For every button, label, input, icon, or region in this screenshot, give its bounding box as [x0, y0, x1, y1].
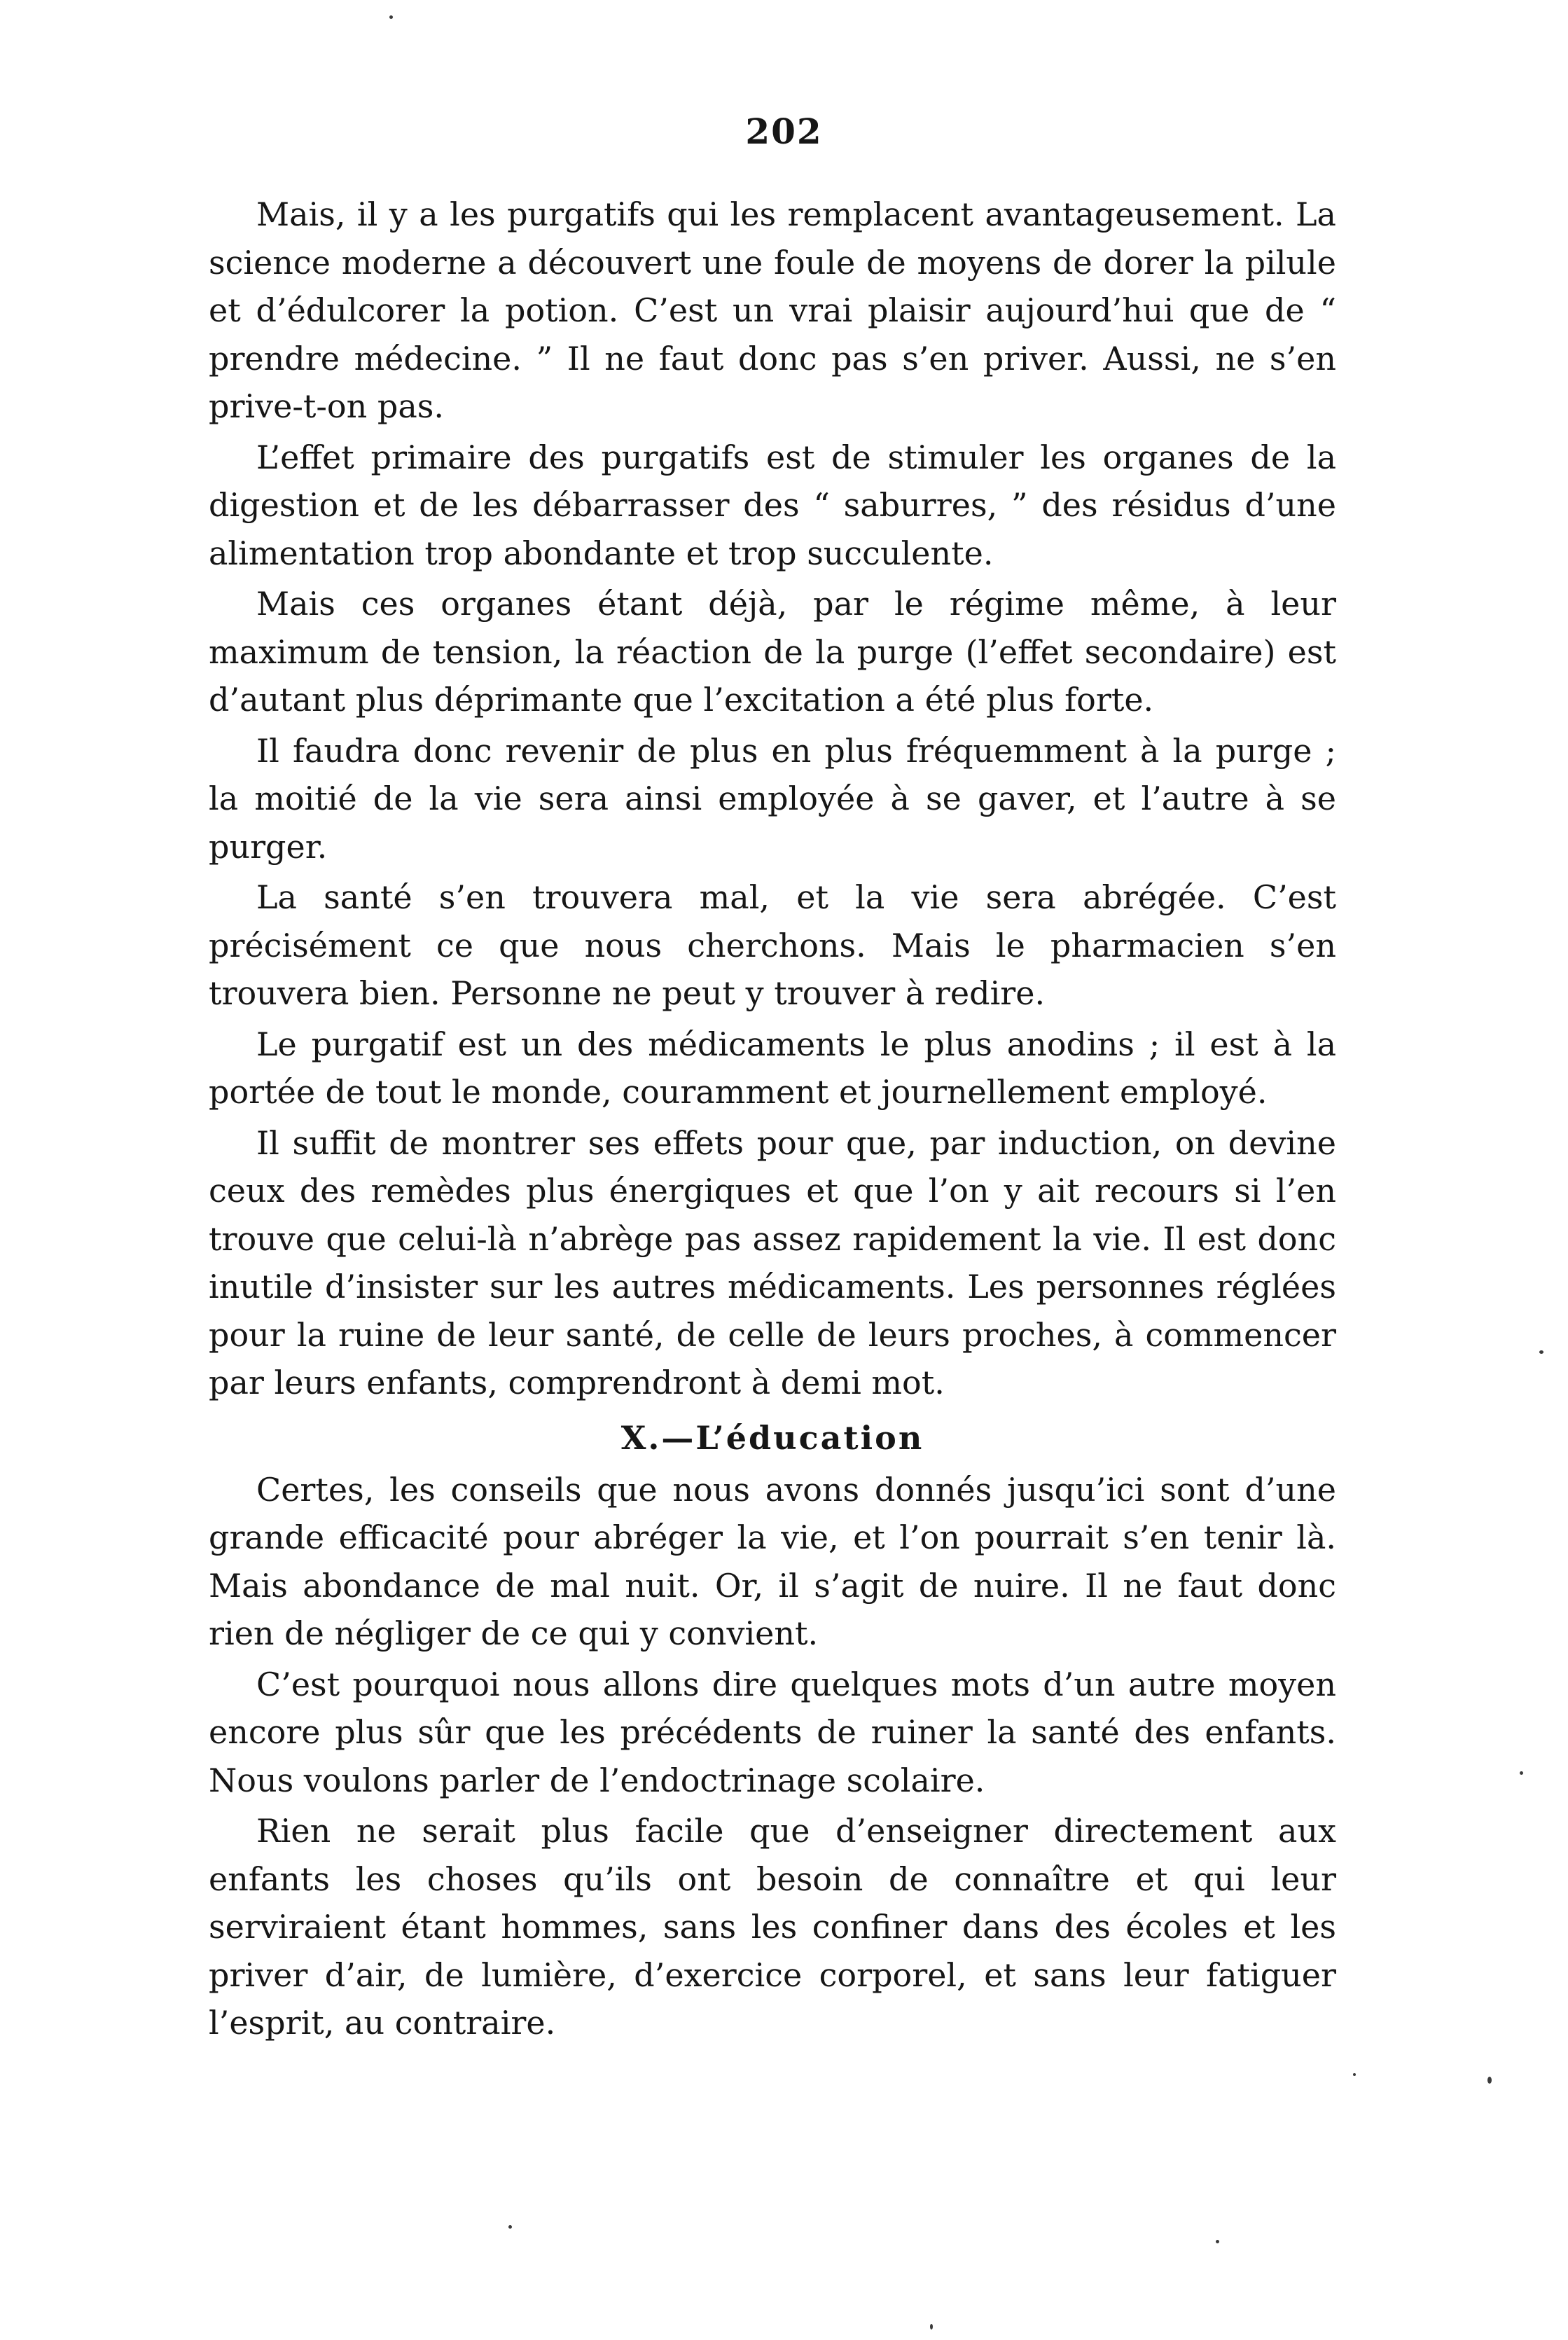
scan-speck	[1520, 1771, 1523, 1775]
body-text	[209, 191, 1336, 2050]
page-number: 202	[745, 111, 823, 152]
paragraph: Rien ne serait plus facile que d’enseigner directement aux enfants les choses qu’ils ont besoin de connaître et qui leur serviraient étant hommes, sans les confiner dans des écoles et les priver d’air, de lumière, d’exercice corporel, et sans leur fatiguer l’esprit, au contraire.	[209, 1812, 1336, 2042]
scan-speck	[1216, 2240, 1219, 2243]
paragraph: La santé s’en trouvera mal, et la vie sera abrégée. C’est précisément ce que nous cherchons. Mais le pharmacien s’en trouvera bien. Personne ne peut y trouver à redire.	[209, 878, 1336, 1012]
paragraph: Mais ces organes étant déjà, par le régime même, à leur maximum de tension, la réaction de la purge (l’effet secondaire) est d’autant plus déprimante que l’excitation a été plus forte.	[209, 585, 1336, 719]
paragraph: Certes, les conseils que nous avons donnés jusqu’ici sont d’une grande efficacité pour abréger la vie, et l’on pourrait s’en tenir là. Mais abondance de mal nuit. Or, il s’agit de nuire. Il ne faut donc rien de négliger de ce qui y convient.	[209, 1470, 1336, 1652]
scan-speck	[930, 2324, 933, 2329]
paragraph: Il suffit de montrer ses effets pour que, par induction, on devine ceux des remèdes plus énergiques et que l’on y ait recours si l’en trouve que celui-là n’abrège pas assez rapidement la vie. Il est donc inutile d’insister sur les autres médicaments. Les personnes réglées pour la ruine de leur santé, de celle de leurs proches, à commencer par leurs enfants, comprendront à demi mot.	[209, 1123, 1336, 1401]
scan-speck	[1539, 1350, 1543, 1354]
scan-speck	[1353, 2073, 1356, 2076]
scan-speck	[389, 15, 393, 19]
paragraph: Il faudra donc revenir de plus en plus fréquemment à la purge ; la moitié de la vie sera ainsi employée à se gaver, et l’autre à se purger.	[209, 731, 1336, 866]
paragraph: Le purgatif est un des médicaments le plus anodins ; il est à la portée de tout le monde, couramment et journellement employé.	[209, 1025, 1336, 1111]
scan-speck	[1487, 2077, 1492, 2084]
section-heading: X.—L’éducation	[620, 1418, 924, 1457]
scan-speck	[508, 2225, 512, 2229]
paragraph: Mais, il y a les purgatifs qui les remplacent avantageusement. La science moderne a découvert une foule de moyens de dorer la pilule et d’édulcorer la potion. C’est un vrai plaisir aujourd’hui que de “ prendre médecine. ” Il ne faut donc pas s’en priver. Aussi, ne s’en prive-t-on pas.	[209, 195, 1336, 425]
paragraph: C’est pourquoi nous allons dire quelques mots d’un autre moyen encore plus sûr que les précédents de ruiner la santé des enfants. Nous voulons parler de l’endoctrinage scolaire.	[209, 1665, 1336, 1799]
paragraph: L’effet primaire des purgatifs est de stimuler les organes de la digestion et de les débarrasser des “ saburres, ” des résidus d’une alimentation trop abondante et trop succulente.	[209, 438, 1336, 572]
